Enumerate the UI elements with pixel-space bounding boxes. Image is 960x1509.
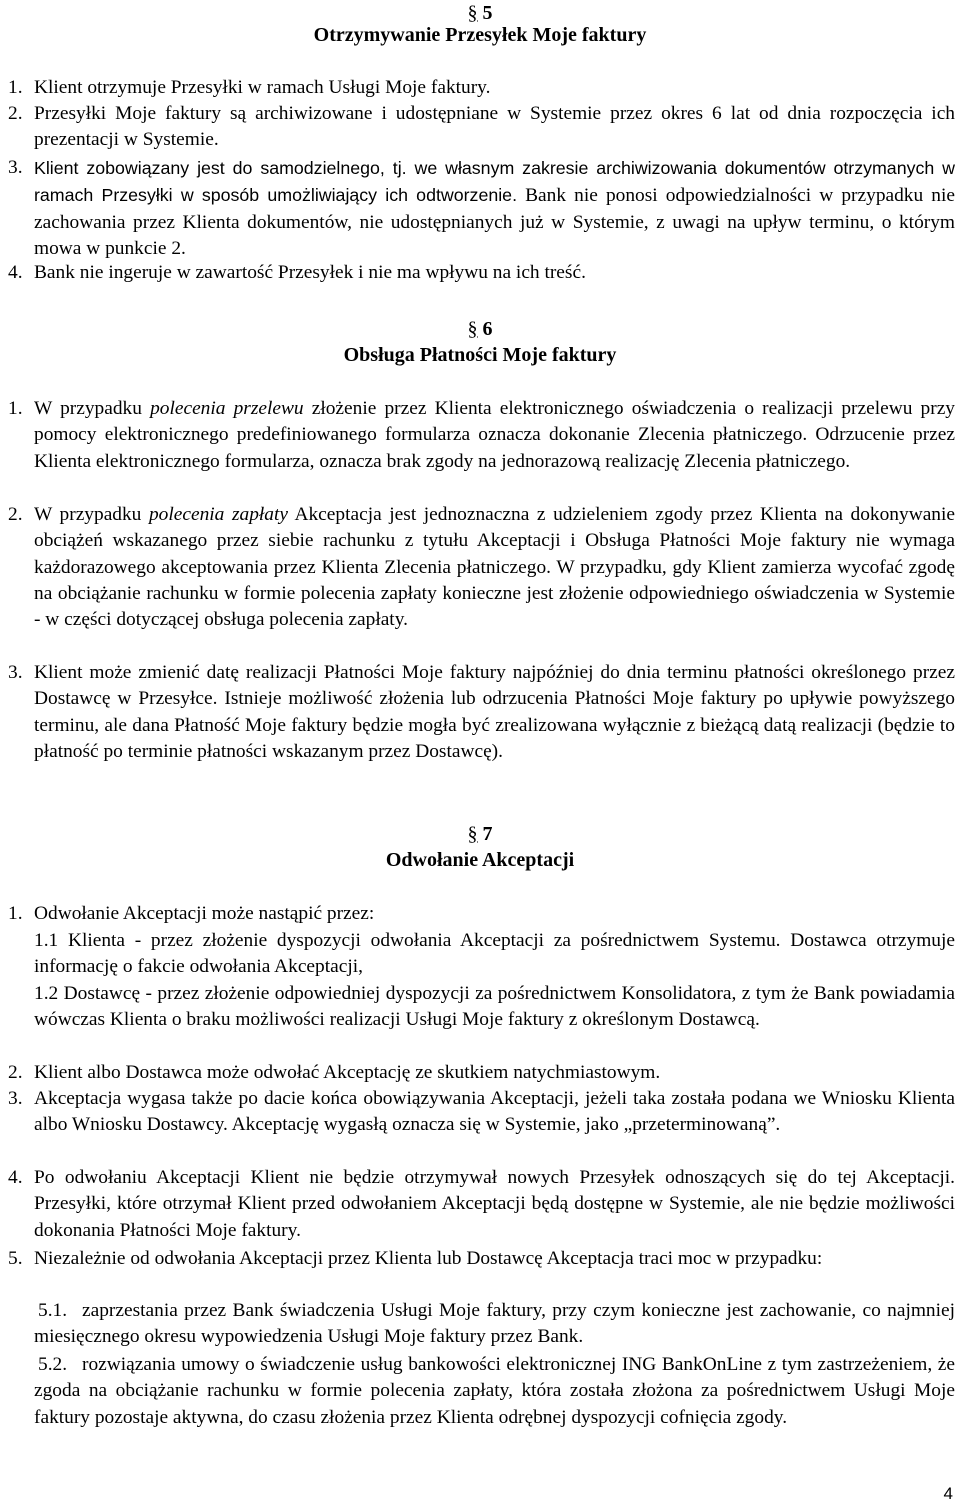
s7-item-1-2: 1.2 Dostawcę - przez złożenie odpowiedniej dyspozycji za pośrednictwem Konsolidatora, z tym że Bank powiadamia wówczas Klienta o braku możliwości realizacji Usługi Moje faktury z określonym Dostawcą. <box>34 983 955 1031</box>
document-page: § 5 Otrzymywanie Przesyłek Moje faktury 1. Klient otrzymuje Przesyłki w ramach Usługi Moje faktury. 2. Przesyłki Moje faktury są archiwizowane i udostępniane w Systemie przez okres 6 lat od dnia rozpoczęcia ich prezentacji w Systemie. 3. Klient zobowiązany jest do samodzielnego, tj. we własnym zakresie archiwizowania dokumentów otrzymanych w ramach Przesyłki w sposób umożliwiający ich odtworzenie. Bank nie ponosi odpowiedzialności w przypadku nie zachowania przez Klienta dokumentów, nie udostępnianych już w Systemie, z uwagi na upływ terminu, o którym mowa w punkcie 2. 4. Bank nie ingeruje w zawartość Przesyłek i nie ma wpływu na ich treść. § 6 Obsługa Płatności Moje faktury 1. W przypadku polecenia przelewu złożenie przez Klienta elektronicznego oświadczenia o realizacji przelewu przy pomocy elektronicznego predefiniowanego formularza oznacza dokonanie Zlecenia płatniczego. Odrzucenie przez Klienta elektronicznego formularza, oznacza brak zgody na jednorazową realizację Zlecenia płatniczego. 2. W przypadku polecenia zapłaty Akceptacja jest jednoznaczna z udzieleniem zgody przez Klienta na dokonywanie obciążeń wskazanego przez siebie rachunku z tytułu Akceptacji i Obsługa Płatności Moje faktury nie wymaga każdorazowego akceptowania przez Klienta Zlecenia płatniczego. W przypadku, gdy Klient zamierza wycofać zgodę na obciążanie rachunku w formie polecenia zapłaty konieczne jest złożenie odpowiedniego oświadczenia w Systemie - w części dotyczącej obsługa polecenia zapłaty. 3. Klient może zmienić datę realizacji Płatności Moje faktury najpóźniej do dnia terminu płatności określonego przez Dostawcę w Przesyłce. Istnieje możliwość złożenia lub odrzucenia Płatności Moje faktury po upływie powyższego terminu, ale dana Płatność Moje faktury będzie mogła być zrealizowana wyłącznie z bieżącą datą realizacji (będzie to płatność po terminie płatności wskazanym przez Dostawcę). § 7 Odwołanie Akceptacji 1. Odwołanie Akceptacji może nastąpić przez: 1.1 Klienta - przez złożenie dyspozycji odwołania Akceptacji za pośrednictwem Systemu. Dostawca otrzymuje informację o fakcie odwołania Akceptacji, 1.2 Dostawcę - przez złożenie odpowiedniej dyspozycji za pośrednictwem Konsolidatora, z tym że Bank powiadamia wówczas Klienta o braku możliwości realizacji Usługi Moje faktury z określonym Dostawcą. 2. Klient albo Dostawca może odwołać Akceptację ze skutkiem natychmiastowym. 3. Akceptacja wygasa także po dacie końca obowiązywania Akceptacji, jeżeli taka została podana we Wniosku Klienta albo Wniosku Dostawcy. Akceptację wygasłą oznacza się w Systemie, jako „przeterminowaną”. 4. Po odwołaniu Akceptacji Klient nie będzie otrzymywał nowych Przesyłek odnoszących się do tej Akceptacji. Przesyłki, które otrzymał Klient przed odwołaniem Akceptacji będą dostępne w Systemie, ale nie będzie możliwości dokonania Płatności Moje faktury. 5. Niezależnie od odwołania Akceptacji przez Klienta lub Dostawcę Akceptacja traci moc w przypadku: 5.1. zaprzestania przez Bank świadczenia Usługi Moje faktury, przy czym konieczne jest zachowanie, co najmniej miesięcznego okresu wypowiedzenia Usługi Moje faktury przez Bank. 5.2. rozwiązania umowy o świadczenie usług bankowości elektronicznej ING BankOnLine z tym zastrzeżeniem, że zgoda na obciążanie rachunku w formie polecenia zapłaty, która została złożona za pośrednictwem Usługi Moje faktury pozostaje aktywna, do czasu złożenia przez Klienta odrębnej dyspozycji cofnięcia zgody. 4 <box>0 0 960 1509</box>
section-5-title: Otrzymywanie Przesyłek Moje faktury <box>313 24 647 46</box>
s7-item-1-1: 1.1 Klienta - przez złożenie dyspozycji odwołania Akceptacji za pośrednictwem Systemu. Dostawca otrzymuje informację o fakcie odwołania Akceptacji, <box>34 930 955 978</box>
section-6-title: Obsługa Płatności Moje faktury <box>343 344 617 366</box>
section-6-number: § 6 <box>467 318 493 340</box>
section-7-number: § 7 <box>467 823 493 845</box>
section-5-number: § 5 <box>467 2 493 24</box>
section-7-title: Odwołanie Akceptacji <box>385 849 575 871</box>
s7-item-5-2: 5.2. rozwiązania umowy o świadczenie usług bankowości elektronicznej ING BankOnLine z tym zastrzeżeniem, że zgoda na obciążanie rachunku w formie polecenia zapłaty, która została złożona za pośrednictwem Usługi Moje faktury pozostaje aktywna, do czasu złożenia przez Klienta odrębnej dyspozycji cofnięcia zgody. <box>34 1354 955 1428</box>
page-number: 4 <box>943 1484 953 1503</box>
section-number: 5 <box>482 2 493 24</box>
s7-item-5-1: 5.1. zaprzestania przez Bank świadczenia Usługi Moje faktury, przy czym konieczne jest zachowanie, co najmniej miesięcznego okresu wypowiedzenia Usługi Moje faktury przez Bank. <box>34 1300 955 1348</box>
